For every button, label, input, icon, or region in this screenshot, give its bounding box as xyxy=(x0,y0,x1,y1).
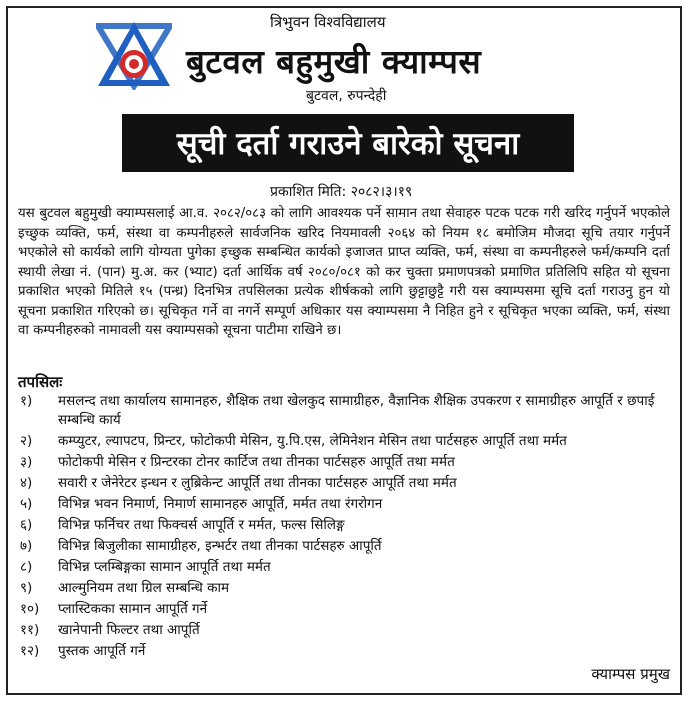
item-number: १२) xyxy=(20,643,40,659)
item-text: विभिन्न प्लम्बिङ्गका सामान आपूर्ति तथा मर्मत xyxy=(58,559,271,575)
list-item xyxy=(20,642,670,661)
item-number: ११) xyxy=(20,622,40,638)
item-text: आल्मुनियम तथा ग्रिल सम्बन्धि काम xyxy=(58,580,230,596)
list-item xyxy=(20,558,670,577)
tapasil-heading: तपसिलः xyxy=(18,373,63,391)
item-text: विभिन्न भवन निमार्ण, निमार्ण सामानहरु आपूर्ति, मर्मत तथा रंगरोगन xyxy=(58,496,383,512)
list-item xyxy=(20,474,670,493)
list-item xyxy=(20,621,670,640)
list-item xyxy=(20,516,670,535)
notice-body: यस बुटवल बहुमुखी क्याम्पसलाई आ.व. २०८२/०८३ को लागि आवश्यक पर्ने सामान तथा सेवाहरु पटक पटक गरी खरिद गर्नुपर्ने भएकोले इच्छुक व्यक्ति, फर्म, संस्था वा कम्पनीहरुले सार्वजनिक खरिद नियमावली २०६४ को नियम १८ बमोजिम मौजदा सूचि तयार गर्नुपर्ने भएकोले सो कार्यको लागि योग्यता पुगेका इच्छुक सम्बन्धित कार्यको इजाजत प्राप्त व्यक्ति, फर्म, संस्था वा कम्पनीहरुले फर्म/कम्पनि दर्ता स्थायी लेखा नं. (पान) मु.अ. कर (भ्याट) दर्ता आर्थिक वर्ष २०८०/०८१ को कर चुक्ता प्रमाणपत्रको प्रमाणित प्रतिलिपि सहित यो सूचना प्रकाशित भएको मितिले १५ (पन्ध्र) दिनभित्र तपसिलका प्रत्येक शीर्षकको लागि छुट्टाछुट्टै गरी यस क्याम्पसमा सूचि दर्ता गराउनु हुन यो सूचना प्रकाशित गरिएको छ। सूचिकृत गर्ने वा नगर्ने सम्पूर्ण अधिकार यस क्याम्पसमा नै निहित हुने र सूचिकृत भएका व्यक्ति, फर्म, संस्था वा कम्पनीहरुको नामावली यस क्याम्पसको सूचना पाटीमा राखिने छ। xyxy=(18,206,670,338)
item-list xyxy=(20,392,670,663)
published-date: प्रकाशित मिति: २०८२।३।१९ xyxy=(270,184,413,200)
list-item xyxy=(20,392,670,430)
university-emblem-icon xyxy=(96,20,172,90)
item-number: ५) xyxy=(20,496,33,512)
campus-chief-signature: क्याम्पस प्रमुख xyxy=(591,665,670,683)
item-text: प्लास्टिकका सामान आपूर्ति गर्ने xyxy=(58,601,208,617)
list-item xyxy=(20,579,670,598)
item-text: विभिन्न बिजुलीका सामाग्रीहरु, इन्भर्टर तथा तीनका पार्टसहरु आपूर्ति xyxy=(58,538,382,554)
item-text: खानेपानी फिल्टर तथा आपूर्ति xyxy=(58,622,200,638)
item-text: मसलन्द तथा कार्यालय सामानहरु, शैक्षिक तथा खेलकुद सामाग्रीहरु, वैज्ञानिक शैक्षिक उपकरण र सामाग्रीहरु आपूर्ति र छपाई सम्बन्धि कार्य xyxy=(58,393,655,428)
list-item xyxy=(20,537,670,556)
item-text: सवारी र जेनेरेटर इन्धन र लुब्रिकेन्ट आपूर्ति तथा तीनका पार्टसहरु आपूर्ति तथा मर्मत xyxy=(58,475,457,491)
item-number: ३) xyxy=(20,454,33,470)
item-text: फोटोकपी मेसिन र प्रिन्टरका टोनर कार्टिज तथा तीनका पार्टसहरु आपूर्ति तथा मर्मत xyxy=(58,454,455,470)
item-number: ४) xyxy=(20,475,33,491)
item-number: १०) xyxy=(20,601,40,617)
item-number: १) xyxy=(20,393,33,409)
item-number: २) xyxy=(20,433,33,449)
list-item xyxy=(20,600,670,619)
campus-location: बुटवल, रुपन्देही xyxy=(306,88,387,104)
university-name: त्रिभुवन विश्वविद्यालय xyxy=(270,13,386,31)
item-text: विभिन्न फर्निचर तथा फिक्चर्स आपूर्ति र मर्मत, फल्स सिलिङ्ग xyxy=(58,517,345,533)
list-item xyxy=(20,432,670,451)
campus-name: बुटवल बहुमुखी क्याम्पस xyxy=(186,42,482,81)
item-number: ६) xyxy=(20,517,33,533)
item-number: ८) xyxy=(20,559,33,575)
list-item xyxy=(20,453,670,472)
item-text: पुस्तक आपूर्ति गर्ने xyxy=(58,643,146,659)
notice-title: सूची दर्ता गराउने बारेको सूचना xyxy=(122,114,574,172)
list-item xyxy=(20,495,670,514)
item-number: ९) xyxy=(20,580,33,596)
item-text: कम्प्युटर, ल्यापटप, प्रिन्टर, फोटोकपी मेसिन, यु.पि.एस, लेमिनेशन मेसिन तथा पार्टसहरु आपूर्ति तथा मर्मत xyxy=(58,433,567,449)
item-number: ७) xyxy=(20,538,33,554)
